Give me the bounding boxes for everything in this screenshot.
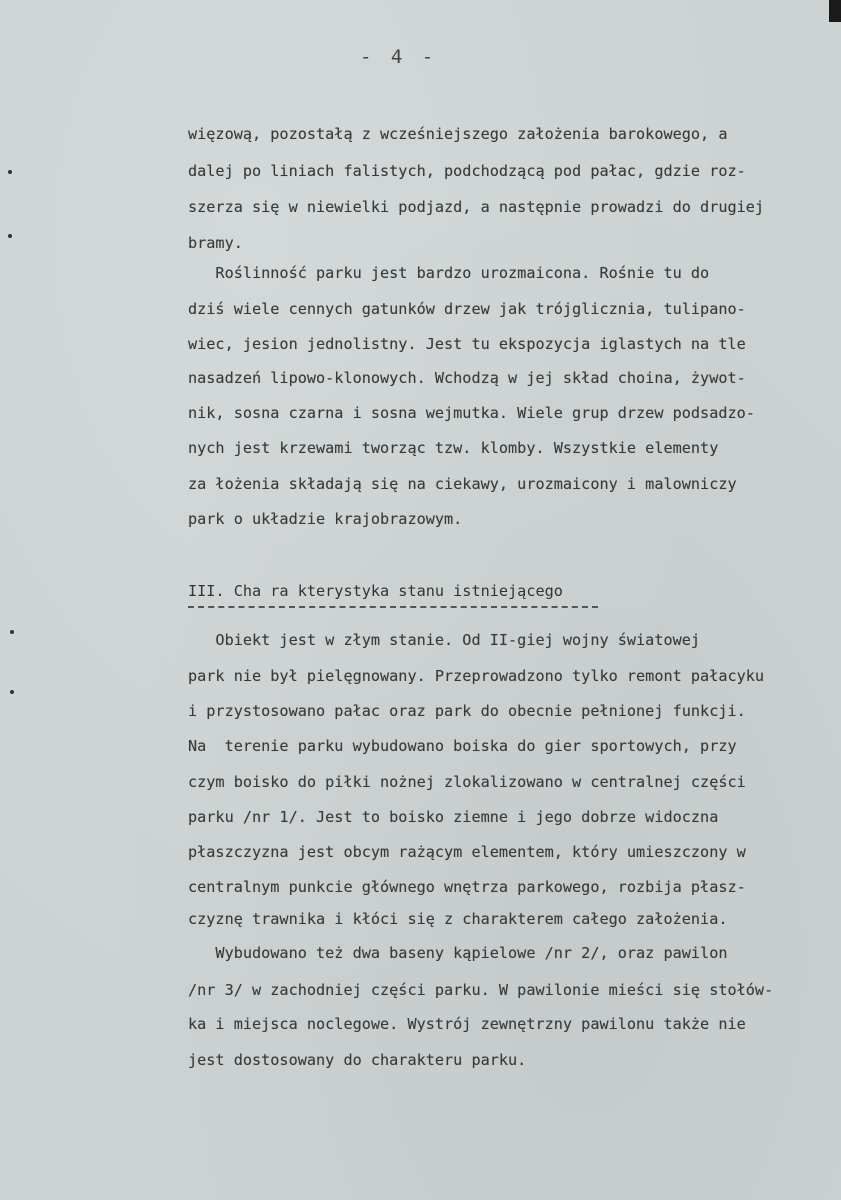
text-line: płaszczyzna jest obcym rażącym elementem, który umieszczony w (188, 843, 746, 861)
text-line: dziś wiele cennych gatunków drzew jak trójglicznia, tulipano- (188, 300, 746, 318)
text-line: bramy. (188, 234, 243, 252)
margin-mark (8, 170, 12, 174)
text-line: nik, sosna czarna i sosna wejmutka. Wiele grup drzew podsadzo- (188, 404, 755, 422)
text-line: szerza się w niewielki podjazd, a następnie prowadzi do drugiej (188, 198, 765, 216)
text-line: ka i miejsca noclegowe. Wystrój zewnętrzny pawilonu także nie (188, 1015, 746, 1033)
text-line: nych jest krzewami tworząc tzw. klomby. Wszystkie elementy (188, 439, 719, 457)
text-line: park nie był pielęgnowany. Przeprowadzono tylko remont pałacyku (188, 667, 765, 685)
text-line: czyznę trawnika i kłóci się z charakterem całego założenia. (188, 910, 728, 928)
text-line: czym boisko do piłki nożnej zlokalizowano w centralnej części (188, 773, 746, 791)
text-line: park o układzie krajobrazowym. (188, 510, 463, 528)
text-line: Na terenie parku wybudowano boiska do gier sportowych, przy (188, 737, 737, 755)
text-line: Obiekt jest w złym stanie. Od II-giej wojny światowej (188, 631, 701, 649)
margin-mark (10, 690, 14, 694)
page-number: - 4 - (360, 46, 438, 68)
text-line: Roślinność parku jest bardzo urozmaicona. Rośnie tu do (188, 264, 710, 282)
text-line: /nr 3/ w zachodniej części parku. W pawilonie mieści się stołów- (188, 981, 774, 999)
text-line: nasadzeń lipowo-klonowych. Wchodzą w jej skład choina, żywot- (188, 369, 746, 387)
section-heading: III. Cha ra kterystyka stanu istniejącego (188, 582, 563, 600)
text-line: centralnym punkcie głównego wnętrza parkowego, rozbija płasz- (188, 878, 746, 896)
text-line: parku /nr 1/. Jest to boisko ziemne i jego dobrze widoczna (188, 808, 719, 826)
heading-underline (188, 606, 598, 608)
text-line: i przystosowano pałac oraz park do obecnie pełnionej funkcji. (188, 702, 746, 720)
text-line: jest dostosowany do charakteru parku. (188, 1051, 527, 1069)
text-line: więzową, pozostałą z wcześniejszego założenia barokowego, a (188, 125, 728, 143)
margin-mark (8, 234, 12, 238)
margin-mark (10, 630, 14, 634)
text-line: dalej po liniach falistych, podchodzącą pod pałac, gdzie roz- (188, 162, 746, 180)
text-line: wiec, jesion jednolistny. Jest tu ekspozycja iglastych na tle (188, 335, 746, 353)
text-line: za łożenia składają się na ciekawy, urozmaicony i malowniczy (188, 475, 737, 493)
text-line: Wybudowano też dwa baseny kąpielowe /nr 2/, oraz pawilon (188, 944, 728, 962)
page-corner-shadow (829, 0, 841, 22)
